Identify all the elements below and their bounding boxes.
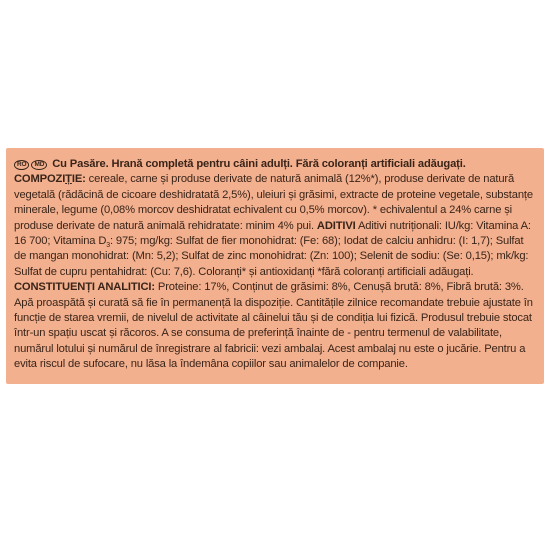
additives-text-b: : 975; mg/kg: Sulfat de fier monohidrat: (Fe: 68); Iodat de calciu anhidru: (I: 1,7); Sulfat de mangan monohidrat: (Mn: 5,2); Sulfat de zinc monohidrat: (Zn: 100); Selenit de sodiu: (Se: 0,15); mk/kg: Sulfat de cupru pentahidrat: (Cu: 7,6). Coloranți* și antioxidanți *fără coloranți artificiali adăugați. bbox=[14, 235, 529, 278]
composition-heading-b: Ț bbox=[65, 173, 72, 186]
label-text-block bbox=[14, 157, 538, 373]
country-badge-md: MD bbox=[31, 160, 47, 170]
analytical-text: Proteine: 17%, Conținut de grăsimi: 8%, Cenușă brută: 8%, Fibră brută: 3%. Apă proaspătă și curată să fie în permanență la dispoziție. Cantitățile zilnice recomandate trebuie ajustate în funcție de starea vremii, de nivelul de activitate al câinelui tău și de condiția lui fizică. Produsul trebuie stocat într-un spațiu uscat și răcoros. A se consuma de preferință înainte de - pentru termenul de valabilitate, numărul lotului și numărul de înregistrare al fabricii: vezi ambalaj. Acest ambalaj nu este o jucărie. Pentru a evita riscul de sufocare, nu lăsa la îndemâna copiilor sau animalelor de companie. bbox=[14, 281, 533, 371]
vitamin-d-subscript: 3 bbox=[106, 242, 110, 250]
composition-heading-a: COMPOZI bbox=[14, 173, 66, 186]
additives-text-a: Aditivi nutriționali: IU/kg: Vitamina A: 16 700; Vitamina D bbox=[14, 219, 531, 248]
ingredients-label-panel bbox=[6, 148, 544, 384]
title-text: Cu Pasăre. Hrană completă pentru câini adulți. Fără coloranți artificiali adăugați. bbox=[52, 158, 466, 170]
analytical-heading: CONSTITUENȚI ANALITICI: bbox=[14, 281, 155, 294]
additives-heading: ADITIVI bbox=[316, 219, 356, 232]
country-badge-ro: RO bbox=[14, 160, 29, 170]
composition-heading bbox=[14, 173, 86, 185]
product-title bbox=[14, 158, 466, 170]
composition-text: cereale, carne și produse derivate de natură animală (12%*), produse derivate de natură vegetală (rădăcină de cicoare deshidratată 2,5%), uleiuri și grăsimi, extracte de proteine vegetale, substanțe minerale, legume (0,08% morcov deshidratat echivalent cu 0,5% morcov). * echivalentul a 24% carne și produse derivate de natură animală rehidratate: minim 4% pui. bbox=[14, 173, 533, 232]
composition-heading-c: IE: bbox=[71, 173, 86, 186]
